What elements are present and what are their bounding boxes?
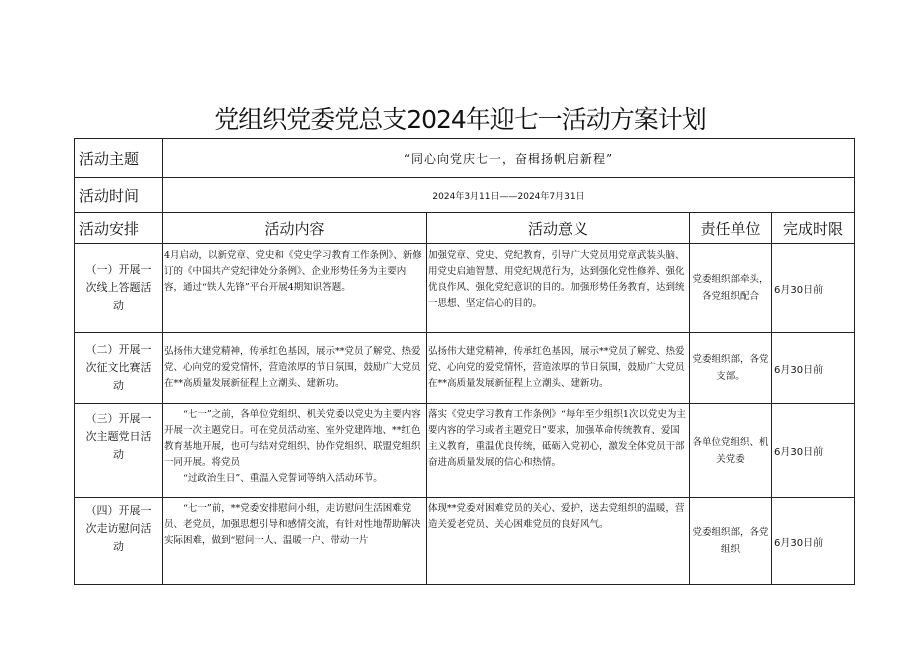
unit-cell: 党委组织部牵头，各党组织配合 (690, 244, 772, 333)
time-label: 活动时间 (75, 178, 163, 213)
activity-cell: （四）开展一次走访慰问活动 (75, 498, 163, 585)
meaning-cell: 弘扬伟大建党精神，传承红色基因，展示**党员了解党、热爱党、心向党的爱党情怀，营造浓厚的节日氛围，鼓励广大党员在**高质量发展新征程上立潮头、建新功。 (427, 333, 690, 404)
deadline-cell: 6月30日前 (772, 333, 855, 404)
content-cell (163, 404, 427, 498)
activity-plan-table (74, 138, 855, 585)
content-cell: 弘扬伟大建党精神，传承红色基因，展示**党员了解党、热爱党、心向党的爱党情怀，营造浓厚的节日氛围，鼓励广大党员在**高质量发展新征程上立潮头、建新功。 (163, 333, 427, 404)
content-text: “七一”之前，各单位党组织、机关党委以党史为主要内容开展一次主题党日。可在党员活动室、室外党建阵地、**红色教育基地开展，也可与结对党组织、协作党组织、联盟党组织一同开展。将党员 (164, 409, 421, 468)
deadline-cell: 6月30日前 (772, 244, 855, 333)
table-row (75, 244, 855, 333)
unit-cell: 党委组织部，各党组织 (690, 498, 772, 585)
theme-label: 活动主题 (75, 139, 163, 178)
deadline-cell: 6月30日前 (772, 498, 855, 585)
content-cell: “七一”前，**党委安排慰问小组，走访慰问生活困难党员、老党员，加强思想引导和感情交流，有针对性地帮助解决实际困难，做到“慰问一人、温暖一户、带动一片 (163, 498, 427, 585)
header-activity: 活动安排 (75, 213, 163, 244)
activity-cell: （一）开展一次线上答题活动 (75, 244, 163, 333)
activity-cell: （三）开展一次主题党日活动 (75, 404, 163, 498)
time-row (75, 178, 855, 213)
theme-value: “同心向党庆七一，奋楫扬帆启新程” (163, 139, 855, 178)
table-row (75, 498, 855, 585)
header-row (75, 213, 855, 244)
header-unit: 责任单位 (690, 213, 772, 244)
page-title: 党组织党委党总支2024年迎七一活动方案计划 (214, 105, 706, 134)
unit-cell: 党委组织部，各党支部。 (690, 333, 772, 404)
header-content: 活动内容 (163, 213, 427, 244)
theme-row (75, 139, 855, 178)
activity-cell: （二）开展一次征文比赛活动 (75, 333, 163, 404)
header-meaning: 活动意义 (427, 213, 690, 244)
table-row (75, 333, 855, 404)
meaning-cell: 落实《党史学习教育工作条例》“每年至少组织1次以党史为主要内容的学习或者主题党日”要求，加强革命传统教育、爱国主义教育，重温优良传统，砥砺入党初心，激发全体党员干部奋进高质量发展的信心和热情。 (427, 404, 690, 498)
unit-cell: 各单位党组织、机关党委 (690, 404, 772, 498)
meaning-cell: 加强党章、党史、党纪教育，引导广大党员用党章武装头脑、用党史启迪智慧、用党纪规范行为，达到强化党性修养、强化优良作风、强化党纪意识的目的。加强形势任务教育，达到统一思想、坚定信心的目的。 (427, 244, 690, 333)
deadline-cell: 6月30日前 (772, 404, 855, 498)
header-deadline: 完成时限 (772, 213, 855, 244)
table-row (75, 404, 855, 498)
content-extra-text: “过政治生日”、重温入党誓词等纳入活动环节。 (183, 473, 383, 484)
content-cell: 4月启动，以新党章、党史和《党史学习教育工作条例》、新修订的《中国共产党纪律处分条例》、企业形势任务为主要内容，通过“铁人先锋”平台开展4期知识答题。 (163, 244, 427, 333)
time-value: 2024年3月11日——2024年7月31日 (163, 178, 855, 213)
meaning-cell: 体现**党委对困难党员的关心、爱护，送去党组织的温暖，营造关爱老党员、关心困难党员的良好风气。 (427, 498, 690, 585)
